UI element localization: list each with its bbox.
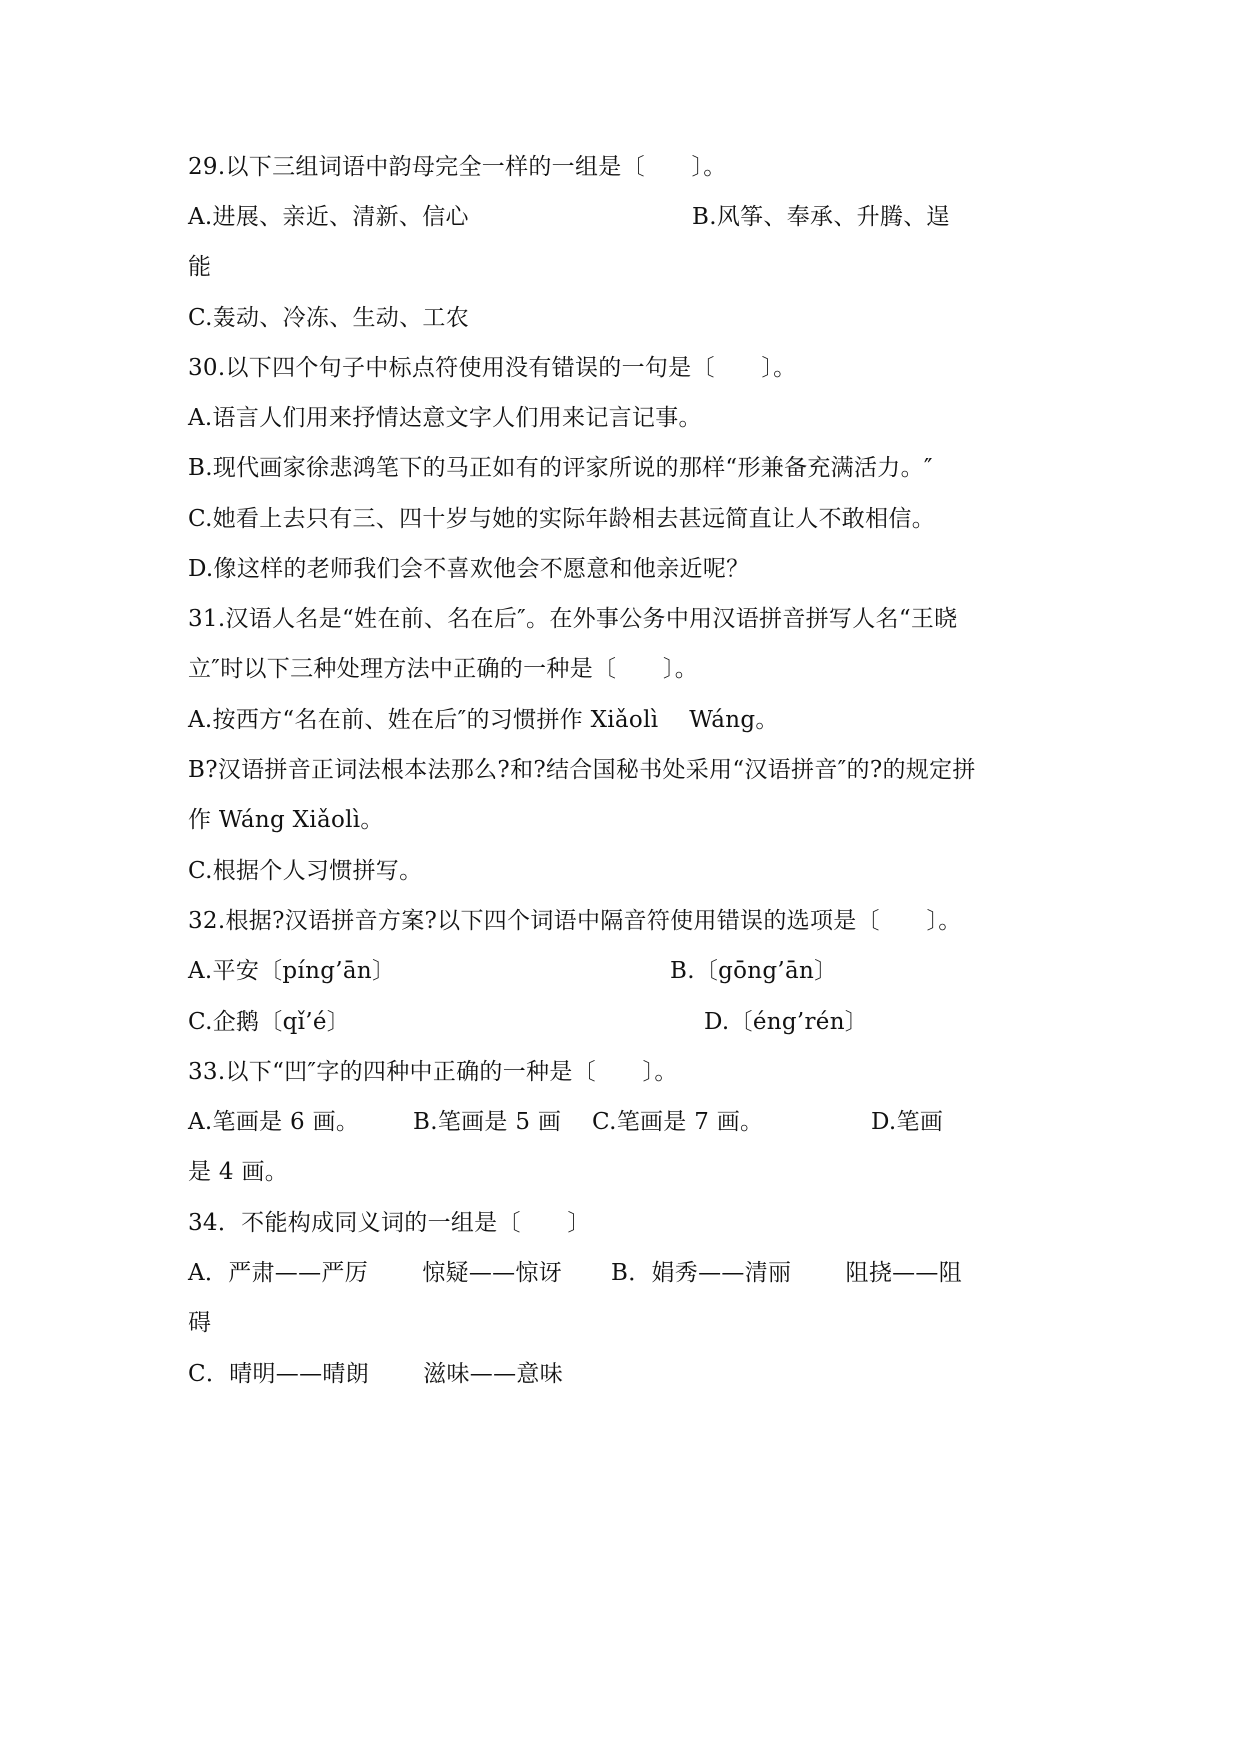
question-34-option-b: B．娟秀——清丽 阻挠——阻 [611,1260,963,1286]
question-34-option-b-continued: 碍 [188,1310,212,1336]
question-29-stem: 29.以下三组词语中韵母完全一样的一组是〔 〕。 [188,154,727,180]
question-29-option-b-continued: 能 [188,254,212,280]
question-33-option-d-continued: 是 4 画。 [188,1159,289,1185]
question-31-option-b-line-1: B?汉语拼音正词法根本法那么?和?结合国秘书处采用“汉语拼音″的?的规定拼 [188,757,976,783]
question-32-option-d: D.〔éng’rén〕 [704,1009,869,1035]
question-30-option-a: A.语言人们用来抒情达意文字人们用来记言记事。 [188,405,702,431]
question-33-option-b: B.笔画是 5 画 [413,1109,562,1135]
question-32-stem: 32.根据?汉语拼音方案?以下四个词语中隔音符使用错误的选项是〔 〕。 [188,908,962,934]
question-30-option-d: D.像这样的老师我们会不喜欢他会不愿意和他亲近呢？ [188,556,750,582]
question-30-stem: 30.以下四个句子中标点符使用没有错误的一句是〔 〕。 [188,355,797,381]
question-33-option-c: C.笔画是 7 画。 [592,1109,764,1135]
question-34-option-c: C．晴明——晴朗 滋味——意味 [188,1361,564,1387]
question-32-option-b: B.〔gōng’ān〕 [670,958,838,984]
question-29-option-a: A.进展、亲近、清新、信心 [188,204,469,230]
question-31-option-b-line-2: 作 Wáng Xiǎolì。 [188,807,384,833]
question-33-option-d: D.笔画 [871,1109,944,1135]
question-31-stem-line-1: 31.汉语人名是“姓在前、名在后″。在外事公务中用汉语拼音拼写人名“王晓 [188,606,958,632]
question-30-option-b: B.现代画家徐悲鸿笔下的马正如有的评家所说的那样“形兼备充满活力。″ [188,455,933,481]
question-31-stem-line-2: 立″时以下三种处理方法中正确的一种是〔 〕。 [188,656,698,682]
question-33-option-a: A.笔画是 6 画。 [188,1109,360,1135]
question-34-option-a: A．严肃——严厉 惊疑——惊讶 [188,1260,563,1286]
question-29-option-b: B.风筝、奉承、升腾、逞 [692,204,950,230]
question-29-option-c: C.轰动、冷冻、生动、工农 [188,305,469,331]
question-30-option-c: C.她看上去只有三、四十岁与她的实际年龄相去甚远简直让人不敢相信。 [188,506,935,532]
question-31-option-a: A.按西方“名在前、姓在后″的习惯拼作 Xiǎolì Wáng。 [188,707,779,733]
question-34-stem: 34．不能构成同义词的一组是〔 〕 [188,1210,591,1236]
question-32-option-a: A.平安〔píng’ān〕 [188,958,396,984]
question-33-stem: 33.以下“凹″字的四种中正确的一种是〔 〕。 [188,1059,678,1085]
question-31-option-c: C.根据个人习惯拼写。 [188,858,423,884]
question-32-option-c: C.企鹅〔qǐ’é〕 [188,1009,351,1035]
